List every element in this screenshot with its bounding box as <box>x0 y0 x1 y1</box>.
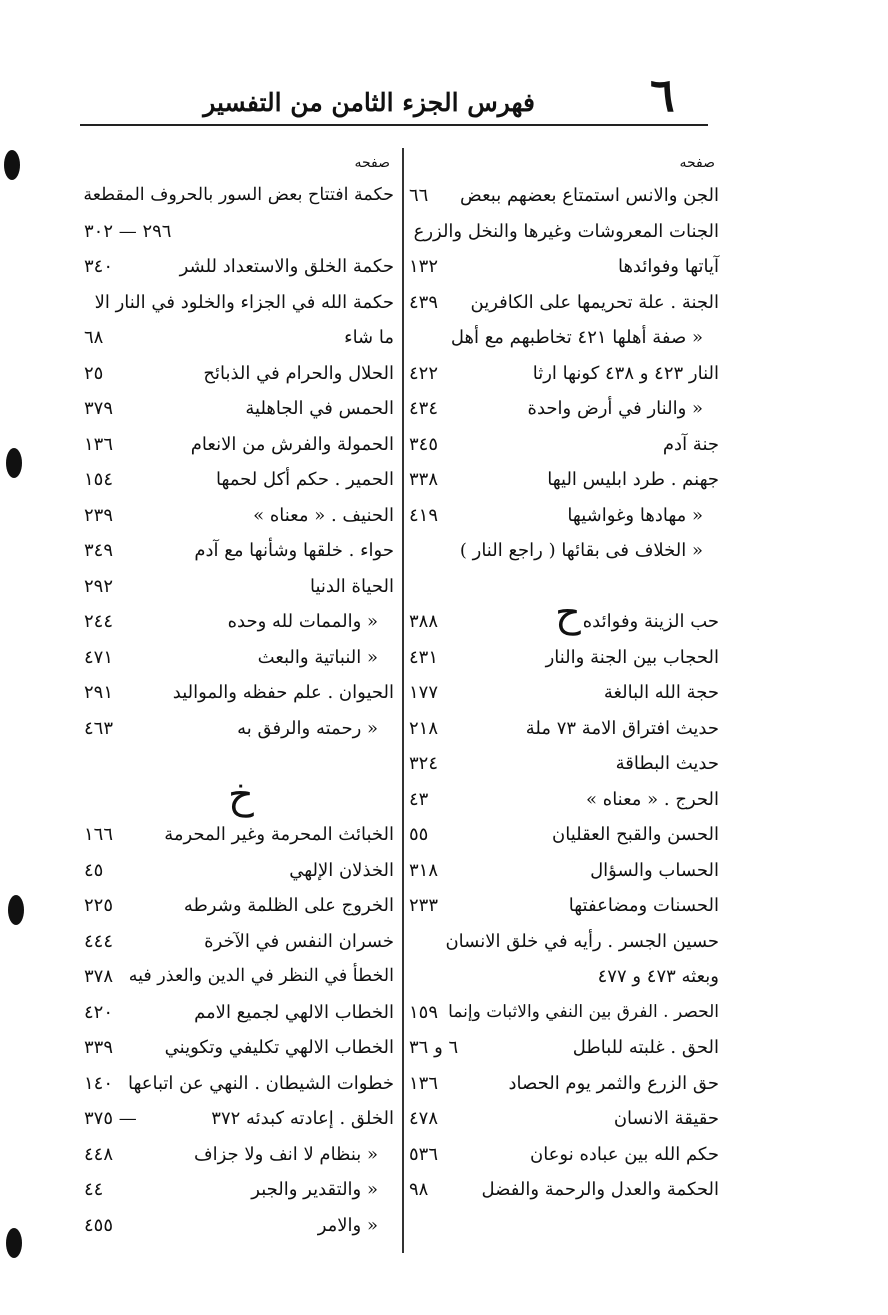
index-entry <box>405 640 725 676</box>
index-entry-page: ١٧٧ <box>409 682 439 703</box>
index-entry-page: ٥٥ <box>409 824 429 845</box>
index-entry-text: الحسن والقبح العقليان <box>551 824 719 845</box>
index-entry-text: « والنار في أرض واحدة <box>527 398 703 419</box>
binding-hole-lower-mid <box>8 895 24 925</box>
index-entry-text: حجة الله البالغة <box>603 682 719 703</box>
index-entry-text: وبعثه ٤٧٣ و ٤٧٧ <box>597 966 719 987</box>
binding-hole-upper-mid <box>6 448 22 478</box>
index-entry-page: ٤٢٢ <box>409 362 439 384</box>
index-entry-page: ١٣٦ <box>84 433 114 455</box>
index-entry-text: حواء . خلقها وشأنها مع آدم <box>194 540 394 561</box>
index-entry <box>405 320 725 356</box>
index-entry-page: ٤١٩ <box>409 504 439 526</box>
column-heading-left: صفحه <box>354 155 390 171</box>
index-entry-page: ٤٣١ <box>409 646 439 668</box>
index-entry <box>80 1172 400 1208</box>
index-entry-page: — ٣٧٥ <box>84 1108 137 1129</box>
index-entry <box>405 569 725 605</box>
column-heading-right: صفحه <box>679 155 715 171</box>
index-entry-text: « الخلاف فى بقائها ( راجع النار ) <box>459 540 703 561</box>
binding-hole-bottom <box>6 1228 22 1258</box>
index-entry-page: ٣٣٩ <box>84 1037 114 1058</box>
index-entry-text: « بنظام لا انف ولا جزاف <box>193 1143 378 1165</box>
index-entry-page: ١٣٦ <box>409 1072 439 1094</box>
index-entry <box>405 1101 725 1137</box>
index-entry <box>405 498 725 534</box>
index-entry <box>80 853 400 889</box>
index-entry <box>80 285 400 321</box>
index-entry-text: الخلق . إعادته كبدئه ٣٧٢ <box>211 1108 394 1129</box>
index-entry-page: ٤٧١ <box>84 646 114 668</box>
index-entry-page: ٢٩٢ <box>84 575 114 597</box>
index-entry-page: ٤٧٨ <box>409 1108 439 1129</box>
index-entry <box>80 462 400 498</box>
index-entry-page: ٤٦٣ <box>84 717 114 739</box>
index-entry <box>80 498 400 534</box>
index-entry <box>405 888 725 924</box>
index-entry <box>80 533 400 569</box>
column-divider <box>402 148 404 1253</box>
index-entry-page: ٤٤٤ <box>84 930 114 952</box>
index-entry-page: ١٦٦ <box>84 824 114 845</box>
index-entry-text: الحمس في الجاهلية <box>245 398 394 419</box>
index-entry-text: الجنة . علة تحريمها على الكافرين <box>470 291 719 313</box>
index-entry <box>405 391 725 427</box>
index-entry-text: « والامر <box>317 1214 378 1236</box>
header-rule <box>80 124 708 126</box>
index-entry <box>405 995 725 1031</box>
index-entry-text: الجنات المعروشات وغيرها والنخل والزرع <box>413 220 719 242</box>
index-entry-page: ٤٤ <box>84 1179 104 1200</box>
index-entry-text: الخطأ في النظر في الدين والعذر فيه <box>128 966 394 986</box>
index-entry-page: ٦ و ٣٦ <box>409 1037 459 1058</box>
index-entry <box>405 285 725 321</box>
index-entry <box>405 462 725 498</box>
index-entry-text: النار ٤٢٣ و ٤٣٨ كونها ارثا <box>532 362 719 384</box>
index-entry-page: ٣٤٩ <box>84 540 114 561</box>
index-column-left <box>80 148 400 1243</box>
index-entry-page: ٤٢٠ <box>84 1001 114 1023</box>
index-entry <box>80 427 400 463</box>
index-entry <box>80 214 400 250</box>
index-entry <box>80 959 400 995</box>
index-entry-text: خسران النفس في الآخرة <box>204 930 394 952</box>
index-entry <box>80 1208 400 1244</box>
index-entry <box>405 959 725 995</box>
index-entry-text: الخبائث المحرمة وغير المحرمة <box>164 824 394 845</box>
index-entry <box>80 995 400 1031</box>
index-entry <box>80 888 400 924</box>
index-entry-text: حكمة الله في الجزاء والخلود في النار الا <box>94 291 394 313</box>
index-entry-text: « والممات لله وحده <box>227 611 378 632</box>
index-entry-text: الخطاب الالهي تكليفي وتكويني <box>164 1037 394 1058</box>
index-entry-text: الجن والانس استمتاع بعضهم ببعض <box>460 185 719 206</box>
index-entry-page: ٣٨٨ <box>409 611 439 632</box>
index-entry-text: الخروج على الظلمة وشرطه <box>183 895 394 916</box>
index-entry <box>405 675 725 711</box>
index-entry <box>405 178 725 214</box>
index-entry <box>405 214 725 250</box>
index-entry-page: ٢٣٣ <box>409 895 439 916</box>
index-entry <box>80 1066 400 1102</box>
index-entry-page: ١٣٢ <box>409 256 439 277</box>
index-entry <box>405 356 725 392</box>
index-entry-text: جهنم . طرد ابليس اليها <box>547 469 719 490</box>
index-entry-page: ٥٣٦ <box>409 1143 439 1165</box>
index-entry <box>80 178 400 214</box>
index-entry-page: ٢١٨ <box>409 717 439 739</box>
index-entry-page: ١٤٠ <box>84 1072 114 1094</box>
index-entry <box>80 604 400 640</box>
index-entry-text: الحكمة والعدل والرحمة والفضل <box>481 1179 719 1200</box>
index-entry <box>80 817 400 853</box>
index-entry-page: ٣٤٥ <box>409 433 439 455</box>
index-entry-text: الحمير . حكم أكل لحمها <box>215 469 394 490</box>
index-entry <box>405 782 725 818</box>
index-entry <box>405 427 725 463</box>
right-entries <box>405 178 725 1208</box>
index-entry-text: الخذلان الإلهي <box>289 859 394 881</box>
index-entry <box>405 711 725 747</box>
binding-hole-top <box>4 150 20 180</box>
page-number: ٦ <box>650 68 675 122</box>
index-entry-page: ٣٣٨ <box>409 469 439 490</box>
index-entry-text: خطوات الشيطان . النهي عن اتباعها <box>127 1072 394 1094</box>
index-entry-page: ٤٣٤ <box>409 398 439 419</box>
left-entries <box>80 178 400 1243</box>
index-column-right <box>405 148 725 1208</box>
index-entry <box>80 569 400 605</box>
index-entry-text: « والتقدير والجبر <box>251 1179 378 1200</box>
index-entry-text: « صفة أهلها ٤٢١ تخاطبهم مع أهل <box>450 327 703 348</box>
page-title: فهرس الجزء الثامن من التفسير <box>203 88 535 117</box>
index-entry-page: ٤٥٥ <box>84 1214 114 1236</box>
index-entry <box>405 1030 725 1066</box>
index-entry-page: ٦٦ <box>409 185 429 206</box>
index-entry <box>405 817 725 853</box>
index-entry-text: الحجاب بين الجنة والنار <box>545 646 719 668</box>
index-entry-text: حسين الجسر . رأيه في خلق الانسان <box>445 930 719 952</box>
index-entry-page: ٣٧٨ <box>84 966 114 987</box>
index-entry-page: ٢٢٥ <box>84 895 114 916</box>
index-entry <box>80 924 400 960</box>
index-entry-page: ١٥٩ <box>409 1001 439 1023</box>
index-entry-page: ٩٨ <box>409 1179 429 1200</box>
index-entry-page: ٢٩١ <box>84 682 114 703</box>
index-entry-text: « مهادها وغواشيها <box>567 504 703 526</box>
index-entry-text: الحق . غلبته للباطل <box>572 1037 719 1058</box>
index-entry-text: الحرج . « معناه » <box>586 788 719 810</box>
index-entry <box>80 1101 400 1137</box>
index-entry-page: ١٥٤ <box>84 469 114 490</box>
index-entry-text: حق الزرع والثمر يوم الحصاد <box>508 1072 719 1094</box>
index-entry-page: ٣٤٠ <box>84 256 114 277</box>
index-entry-page: ٣١٨ <box>409 859 439 881</box>
index-entry-page: ٢٣٩ <box>84 504 114 526</box>
index-entry <box>405 1172 725 1208</box>
index-entry <box>80 746 400 782</box>
index-entry <box>405 1066 725 1102</box>
index-entry-page: ٤٥ <box>84 859 104 881</box>
index-entry <box>80 249 400 285</box>
section-letter-ha: ح <box>555 590 581 636</box>
index-entry-text: الخطاب الالهي لجميع الامم <box>194 1001 394 1023</box>
index-entry <box>80 711 400 747</box>
index-entry-text: الحلال والحرام في الذبائح <box>203 362 394 384</box>
index-entry-text: الحنيف . « معناه » <box>253 504 394 526</box>
index-entry <box>405 249 725 285</box>
index-entry <box>80 1030 400 1066</box>
index-entry-page: ٢٤٤ <box>84 611 114 632</box>
index-entry-page: ٤٣ <box>409 788 429 810</box>
index-entry <box>80 356 400 392</box>
index-entry <box>80 782 400 818</box>
index-entry-text: الحساب والسؤال <box>590 859 719 881</box>
index-entry-page: ٤٤٨ <box>84 1143 114 1165</box>
index-entry <box>405 604 725 640</box>
index-entry-text: حكم الله بين عباده نوعان <box>529 1143 719 1165</box>
index-entry-text: حب الزينة وفوائده <box>582 611 719 632</box>
index-entry-text: ما شاء <box>344 327 394 348</box>
index-entry-text: حكمة الخلق والاستعداد للشر <box>179 256 394 277</box>
index-entry-page: ٣٢٤ <box>409 753 439 774</box>
index-entry <box>80 320 400 356</box>
index-entry-text: الحياة الدنيا <box>309 575 394 597</box>
index-entry-page: ٢٩٦ — ٣٠٢ <box>84 220 172 242</box>
index-entry-page: ٣٧٩ <box>84 398 114 419</box>
index-entry-text: الحصر . الفرق بين النفي والاثبات وإنما <box>448 1001 719 1022</box>
index-entry-text: حكمة افتتاح بعض السور بالحروف المقطعة <box>83 185 394 205</box>
index-entry-page: ٦٨ <box>84 327 104 348</box>
index-entry <box>405 924 725 960</box>
index-entry-text: حقيقة الانسان <box>613 1108 719 1129</box>
index-entry-text: « رحمته والرفق به <box>237 717 378 739</box>
index-entry <box>405 533 725 569</box>
index-entry-text: الحيوان . علم حفظه والمواليد <box>172 682 394 703</box>
index-entry-text: الحسنات ومضاعفتها <box>568 895 719 916</box>
section-letter-kha: خ <box>228 772 254 818</box>
index-entry-text: آياتها وفوائدها <box>617 256 719 277</box>
index-entry-page: ٤٣٩ <box>409 291 439 313</box>
index-entry-text: حديث البطاقة <box>615 753 719 774</box>
index-entry <box>80 391 400 427</box>
index-entry-text: « النباتية والبعث <box>257 646 378 668</box>
index-entry <box>80 640 400 676</box>
index-entry <box>405 1137 725 1173</box>
index-entry-page: ٢٥ <box>84 362 104 384</box>
index-entry <box>80 675 400 711</box>
index-entry-text: حديث افتراق الامة ٧٣ ملة <box>525 717 719 739</box>
index-entry <box>405 746 725 782</box>
index-entry-text: الحمولة والفرش من الانعام <box>190 433 394 455</box>
index-entry <box>80 1137 400 1173</box>
index-entry <box>405 853 725 889</box>
index-entry-text: جنة آدم <box>662 433 719 455</box>
